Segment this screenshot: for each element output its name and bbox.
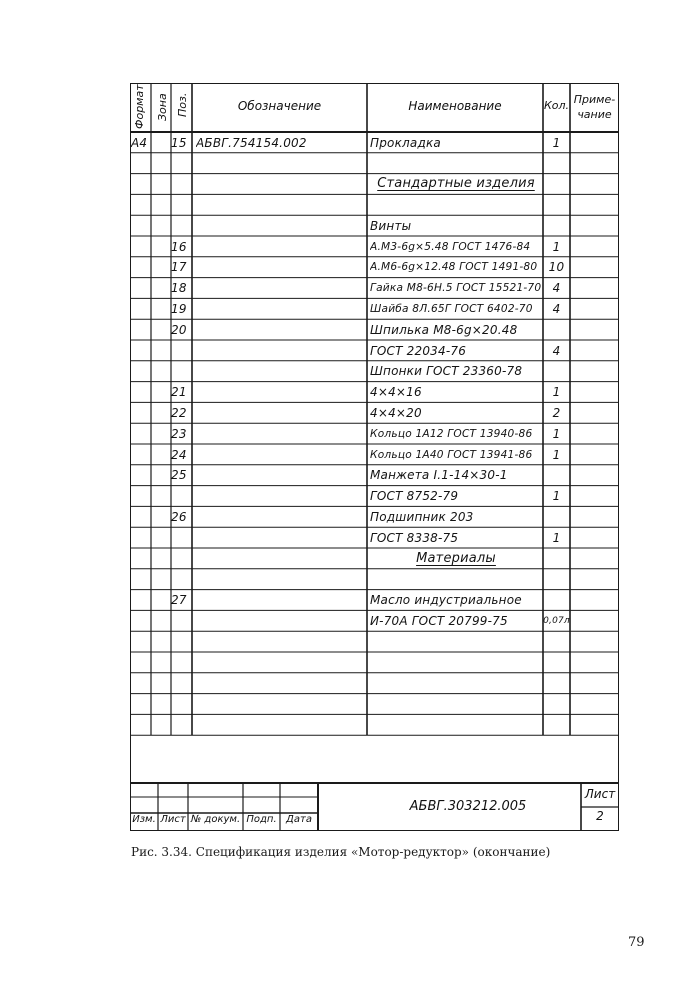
designation-cell (196, 673, 366, 693)
format-cell: A4 (131, 135, 148, 150)
designation-cell (196, 153, 366, 173)
qty-cell: 1 (552, 489, 561, 504)
format-cell (131, 361, 151, 381)
format-cell (131, 299, 151, 319)
format-cell (131, 653, 151, 673)
pos-cell (171, 195, 192, 215)
pos-cell (171, 694, 192, 714)
pos-cell: 26 (171, 509, 187, 524)
name-cell: Масло индустриальное (370, 593, 522, 608)
sheet-number: 2 (596, 809, 604, 823)
qty-cell (543, 216, 570, 236)
pos-cell: 27 (171, 593, 187, 608)
designation-cell (196, 528, 366, 548)
format-cell (131, 174, 151, 194)
qty-cell: 1 (552, 530, 561, 545)
designation-cell (196, 715, 366, 735)
designation-cell (196, 694, 366, 714)
qty-cell (543, 653, 570, 673)
name-cell: ГОСТ 8338-75 (370, 530, 459, 545)
designation-cell (196, 611, 366, 631)
format-cell (131, 507, 151, 527)
name-cell: Кольцо 1А40 ГОСТ 13941-86 (370, 448, 533, 461)
header-zone: Зона (156, 93, 169, 121)
header-designation: Обозначение (237, 99, 322, 113)
designation-cell (196, 174, 366, 194)
label-signature: Подп. (246, 814, 277, 825)
designation-cell (196, 382, 366, 402)
pos-cell (171, 174, 192, 194)
qty-cell (543, 632, 570, 652)
format-cell (131, 528, 151, 548)
qty-cell (543, 549, 570, 569)
format-cell (131, 278, 151, 298)
label-date: Дата (286, 814, 312, 825)
name-cell: Шайба 8Л.65Г ГОСТ 6402-70 (370, 302, 533, 315)
name-cell (370, 569, 542, 589)
designation-cell (196, 361, 366, 381)
qty-cell: 1 (552, 135, 561, 150)
document-code: АБВГ.303212.005 (409, 799, 527, 814)
label-list: Лист (160, 814, 186, 825)
name-cell: ГОСТ 8752-79 (370, 489, 459, 504)
pos-cell (171, 569, 192, 589)
format-cell (131, 382, 151, 402)
designation-cell (196, 257, 366, 277)
name-cell: Прокладка (370, 135, 441, 150)
pos-cell (171, 153, 192, 173)
name-cell (370, 153, 542, 173)
name-cell: Материалы (416, 550, 496, 566)
sheet-label: Лист (584, 787, 616, 801)
pos-cell: 16 (171, 239, 187, 254)
name-cell: Винты (370, 218, 412, 233)
qty-cell (543, 195, 570, 215)
name-cell: Кольцо 1А12 ГОСТ 13940-86 (370, 427, 533, 440)
format-cell (131, 195, 151, 215)
format-cell (131, 715, 151, 735)
name-cell: Шпилька М8-6g×20.48 (370, 322, 518, 337)
name-cell (370, 694, 542, 714)
name-cell: 4×4×20 (370, 405, 422, 420)
name-cell: Подшипник 203 (370, 509, 474, 524)
designation-cell (196, 569, 366, 589)
pos-cell: 25 (171, 468, 187, 483)
name-cell (370, 673, 542, 693)
format-cell (131, 611, 151, 631)
format-cell (131, 216, 151, 236)
qty-cell (543, 507, 570, 527)
format-cell (131, 320, 151, 340)
qty-cell: 4 (552, 301, 561, 316)
name-cell (370, 195, 542, 215)
pos-cell (171, 673, 192, 693)
name-cell: Манжета I.1-14×30-1 (370, 468, 508, 483)
qty-cell (543, 153, 570, 173)
format-cell (131, 445, 151, 465)
header-note-2: чание (577, 108, 612, 121)
qty-cell (543, 569, 570, 589)
name-cell: А.М3-6g×5.48 ГОСТ 1476-84 (370, 240, 531, 253)
designation-cell (196, 237, 366, 257)
pos-cell (171, 611, 192, 631)
format-cell (131, 694, 151, 714)
pos-cell: 19 (171, 301, 187, 316)
designation-cell (196, 590, 366, 610)
name-cell: 4×4×16 (370, 385, 422, 400)
designation-cell (196, 507, 366, 527)
pos-cell (171, 528, 192, 548)
qty-cell (543, 361, 570, 381)
designation-cell (196, 445, 366, 465)
format-cell (131, 153, 151, 173)
page-number: 79 (628, 935, 645, 950)
pos-cell: 18 (171, 281, 187, 296)
header-note-1: Приме- (573, 93, 616, 106)
pos-cell (171, 715, 192, 735)
name-cell (370, 632, 542, 652)
pos-cell: 23 (171, 426, 187, 441)
qty-cell (543, 590, 570, 610)
pos-cell (171, 632, 192, 652)
pos-cell: 21 (171, 385, 187, 400)
name-cell: А.М6-6g×12.48 ГОСТ 1491-80 (370, 261, 538, 274)
qty-cell: 1 (552, 385, 561, 400)
pos-cell (171, 341, 192, 361)
pos-cell: 15 (171, 135, 187, 150)
pos-cell (171, 486, 192, 506)
designation-cell (196, 341, 366, 361)
qty-cell (543, 673, 570, 693)
name-cell: Гайка М8-6Н.5 ГОСТ 15521-70 (370, 282, 542, 295)
designation-cell (196, 299, 366, 319)
format-cell (131, 486, 151, 506)
qty-cell (543, 715, 570, 735)
header-format: Формат (133, 84, 146, 129)
label-doc-number: № докум. (190, 814, 241, 825)
header-pos: Поз. (176, 92, 189, 117)
designation-cell (196, 486, 366, 506)
name-cell (370, 653, 542, 673)
format-cell (131, 237, 151, 257)
qty-cell (543, 465, 570, 485)
qty-cell: 2 (552, 405, 561, 420)
qty-cell: 4 (552, 281, 561, 296)
name-cell: ГОСТ 22034-76 (370, 343, 467, 358)
name-cell: Стандартные изделия (377, 176, 535, 192)
qty-cell: 1 (552, 447, 561, 462)
designation-cell (196, 320, 366, 340)
format-cell (131, 403, 151, 423)
header-name: Наименование (408, 99, 502, 113)
pos-cell: 20 (171, 322, 187, 337)
qty-cell (543, 320, 570, 340)
format-cell (131, 257, 151, 277)
designation-cell (196, 278, 366, 298)
qty-cell: 10 (548, 260, 565, 275)
format-cell (131, 632, 151, 652)
format-cell (131, 673, 151, 693)
pos-cell: 22 (171, 405, 187, 420)
qty-cell: 0,07л (543, 615, 570, 626)
pos-cell: 24 (171, 447, 187, 462)
qty-cell: 4 (552, 343, 561, 358)
designation-cell (196, 465, 366, 485)
pos-cell (171, 653, 192, 673)
format-cell (131, 424, 151, 444)
format-cell (131, 569, 151, 589)
designation-cell (196, 653, 366, 673)
qty-cell (543, 694, 570, 714)
name-cell: Шпонки ГОСТ 23360-78 (370, 364, 523, 379)
pos-cell (171, 361, 192, 381)
designation-cell (196, 424, 366, 444)
format-cell (131, 465, 151, 485)
designation-cell (196, 632, 366, 652)
pos-cell (171, 549, 192, 569)
designation-cell: АБВГ.754154.002 (196, 135, 307, 150)
qty-cell (543, 174, 570, 194)
format-cell (131, 590, 151, 610)
designation-cell (196, 216, 366, 236)
header-qty: Кол. (543, 99, 570, 112)
label-izm: Изм. (132, 814, 156, 825)
designation-cell (196, 403, 366, 423)
designation-cell (196, 195, 366, 215)
figure-caption: Рис. 3.34. Спецификация изделия «Мотор-редуктор» (окончание) (131, 845, 551, 859)
format-cell (131, 341, 151, 361)
specification-sheet (130, 83, 619, 831)
name-cell (370, 715, 542, 735)
name-cell: И-70А ГОСТ 20799-75 (370, 613, 508, 628)
pos-cell: 17 (171, 260, 187, 275)
designation-cell (196, 549, 366, 569)
pos-cell (171, 216, 192, 236)
format-cell (131, 549, 151, 569)
qty-cell: 1 (552, 426, 561, 441)
qty-cell: 1 (552, 239, 561, 254)
